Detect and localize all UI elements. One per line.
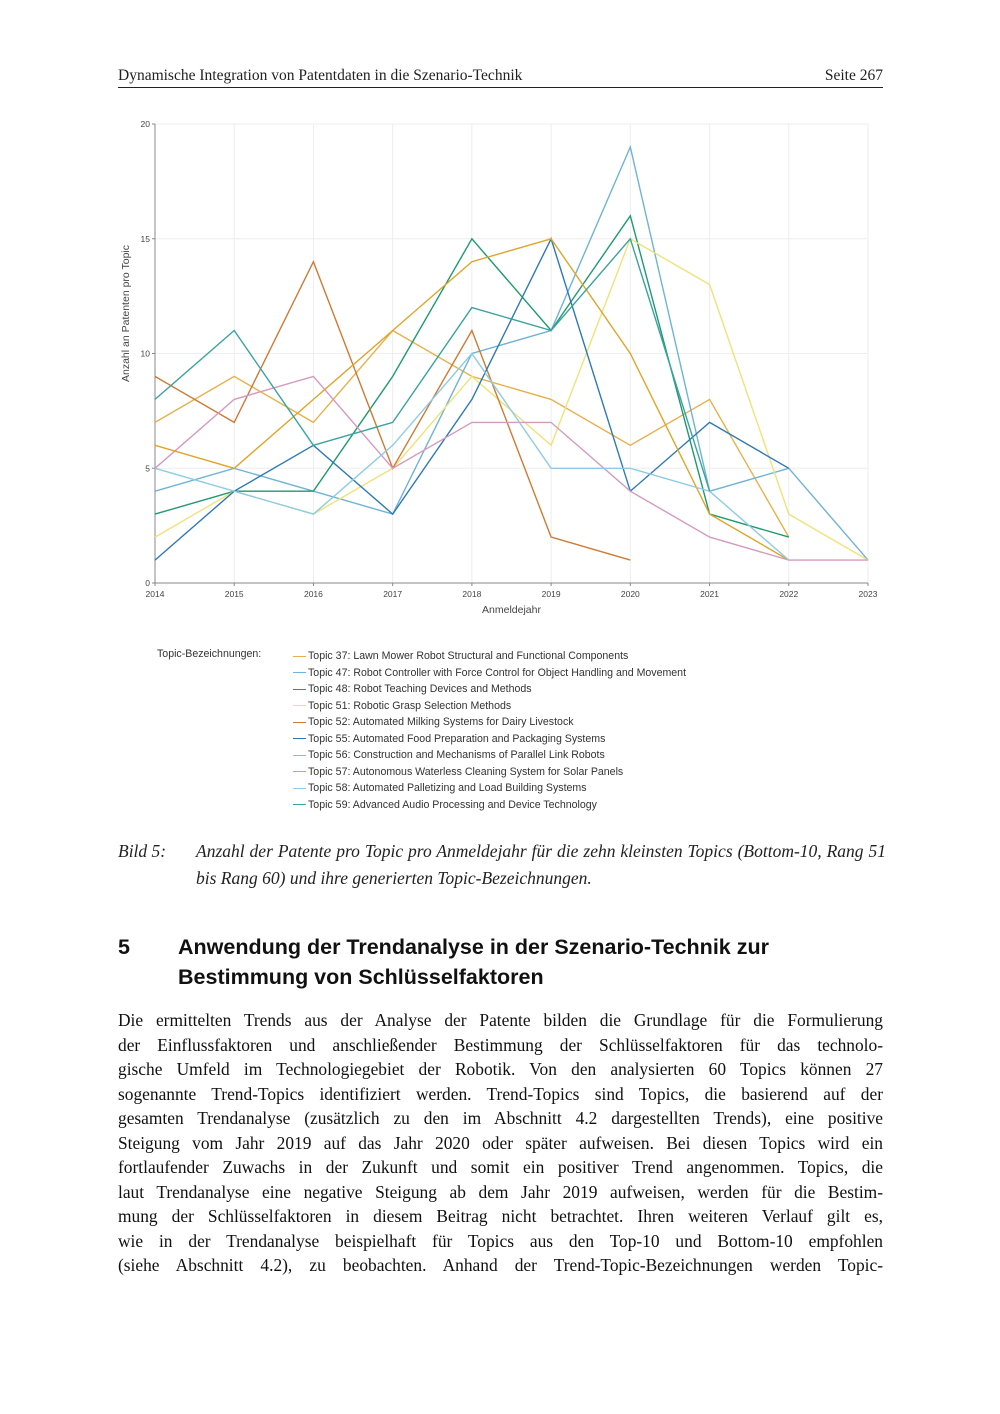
header-title: Dynamische Integration von Patentdaten in die Szenario-Technik (118, 67, 523, 84)
y-axis-label: Anzahl an Patenten pro Topic (120, 245, 132, 382)
legend-label: Topic 51: Robotic Grasp Selection Methods (308, 699, 512, 712)
legend-item (293, 797, 686, 814)
x-tick-label: 2017 (383, 589, 403, 599)
body-paragraph (118, 1008, 883, 1278)
page-number: Seite 267 (824, 67, 883, 84)
body-line: sogenannte Trend-Topics identifiziert werden. Trend-Topics sind Topics, die basierend auf der (118, 1083, 883, 1104)
legend-label: Topic 58: Automated Palletizing and Load Building Systems (308, 782, 587, 795)
legend-item (293, 747, 686, 764)
line-chart (110, 110, 890, 630)
legend-label: Topic 59: Advanced Audio Processing and Device Technology (308, 798, 597, 811)
y-tick-label: 5 (145, 463, 150, 474)
section-title: Anwendung der Trendanalyse in der Szenario-Technik zur Bestimmung von Schlüsselfaktoren (178, 935, 769, 989)
x-tick-label: 2016 (303, 589, 323, 599)
legend-line-icon (293, 705, 306, 706)
caption-label: Bild 5: (118, 841, 167, 861)
legend-line-icon (293, 672, 306, 673)
body-line: gesamten Trendanalyse (zusätzlich zu den im Abschnitt 4.2 dargestellten Trends), eine positive (118, 1108, 883, 1128)
body-line: wie in der Trendanalyse beispielhaft für Topics aus den Top-10 und Bottom-10 empfohlen (118, 1230, 883, 1251)
legend-line-icon (293, 656, 306, 657)
legend-label: Topic 52: Automated Milking Systems for Dairy Livestock (308, 716, 574, 729)
x-tick-label: 2019 (541, 589, 561, 599)
legend-line-icon (293, 804, 306, 805)
x-axis-label: Anmeldejahr (482, 604, 541, 616)
legend-title: Topic-Bezeichnungen: (157, 648, 262, 660)
y-tick-label: 20 (140, 119, 150, 129)
y-tick-label: 15 (140, 233, 150, 244)
legend-line-icon (293, 722, 306, 723)
x-tick-label: 2014 (145, 589, 165, 599)
y-tick-label: 10 (140, 348, 150, 359)
legend-line-icon (293, 788, 306, 789)
legend-item (293, 665, 686, 682)
legend-item (293, 764, 686, 781)
x-tick-label: 2021 (700, 589, 720, 599)
legend-line-icon (293, 771, 306, 772)
legend-label: Topic 47: Robot Controller with Force Control for Object Handling and Movement (308, 666, 687, 679)
legend-item (293, 780, 686, 797)
series-line (155, 239, 868, 560)
legend-label: Topic 48: Robot Teaching Devices and Methods (308, 683, 532, 696)
body-line: fortlaufender Zuwachs in der Zukunft und somit ein positiver Trend angenommen. Topics, die (118, 1157, 883, 1177)
body-line: Die ermittelten Trends aus der Analyse der Patente bilden die Grundlage für die Formulierung (118, 1010, 883, 1030)
legend-label: Topic 57: Autonomous Waterless Cleaning System for Solar Panels (308, 765, 624, 778)
y-tick-label: 0 (145, 578, 150, 588)
legend-item (293, 698, 686, 715)
legend-line-icon (293, 755, 306, 756)
legend-item (293, 681, 686, 698)
x-tick-label: 2023 (858, 589, 878, 599)
caption-text: Anzahl der Patente pro Topic pro Anmeldejahr für die zehn kleinsten Topics (Bottom-10, Rang 51 bis Rang 60) und ihre generierten Topic-Bezeichnungen. (196, 841, 886, 888)
legend-item (293, 714, 686, 731)
legend-item (293, 731, 686, 748)
series-line (155, 239, 710, 491)
legend-label: Topic 55: Automated Food Preparation and Packaging Systems (308, 732, 606, 745)
legend-line-icon (293, 738, 306, 739)
body-line: gische Umfeld im Technologiegebiet der Robotik. Von den analysierten 60 Topics können 27 (118, 1059, 883, 1079)
legend-list (293, 648, 686, 813)
body-line: der Einflussfaktoren und anschließender Bestimmung der Schlüsselfaktoren für das technolo- (118, 1034, 883, 1055)
running-header (118, 66, 883, 88)
body-line: (siehe Abschnitt 4.2), zu beobachten. Anhand der Trend-Topic-Bezeichnungen werden Topic- (118, 1255, 883, 1275)
legend-line-icon (293, 689, 306, 690)
x-tick-label: 2020 (620, 589, 640, 599)
x-tick-label: 2018 (462, 589, 482, 599)
x-tick-label: 2015 (224, 589, 244, 599)
legend-label: Topic 37: Lawn Mower Robot Structural and Functional Components (308, 650, 629, 663)
x-tick-label: 2022 (779, 589, 799, 599)
legend-item (293, 648, 686, 665)
body-line: Steigung vom Jahr 2019 auf das Jahr 2020 oder später aufweisen. Bei diesen Topics wird ein (118, 1132, 883, 1153)
body-line: mung der Schlüsselfaktoren in diesem Beitrag nicht betrachtet. Ihren weiteren Verlauf gilt es, (118, 1206, 883, 1226)
legend-label: Topic 56: Construction and Mechanisms of Parallel Link Robots (308, 749, 605, 762)
body-line: laut Trendanalyse eine negative Steigung ab dem Jahr 2019 aufweisen, werden für die Bestim- (118, 1181, 883, 1202)
section-number: 5 (118, 935, 130, 959)
